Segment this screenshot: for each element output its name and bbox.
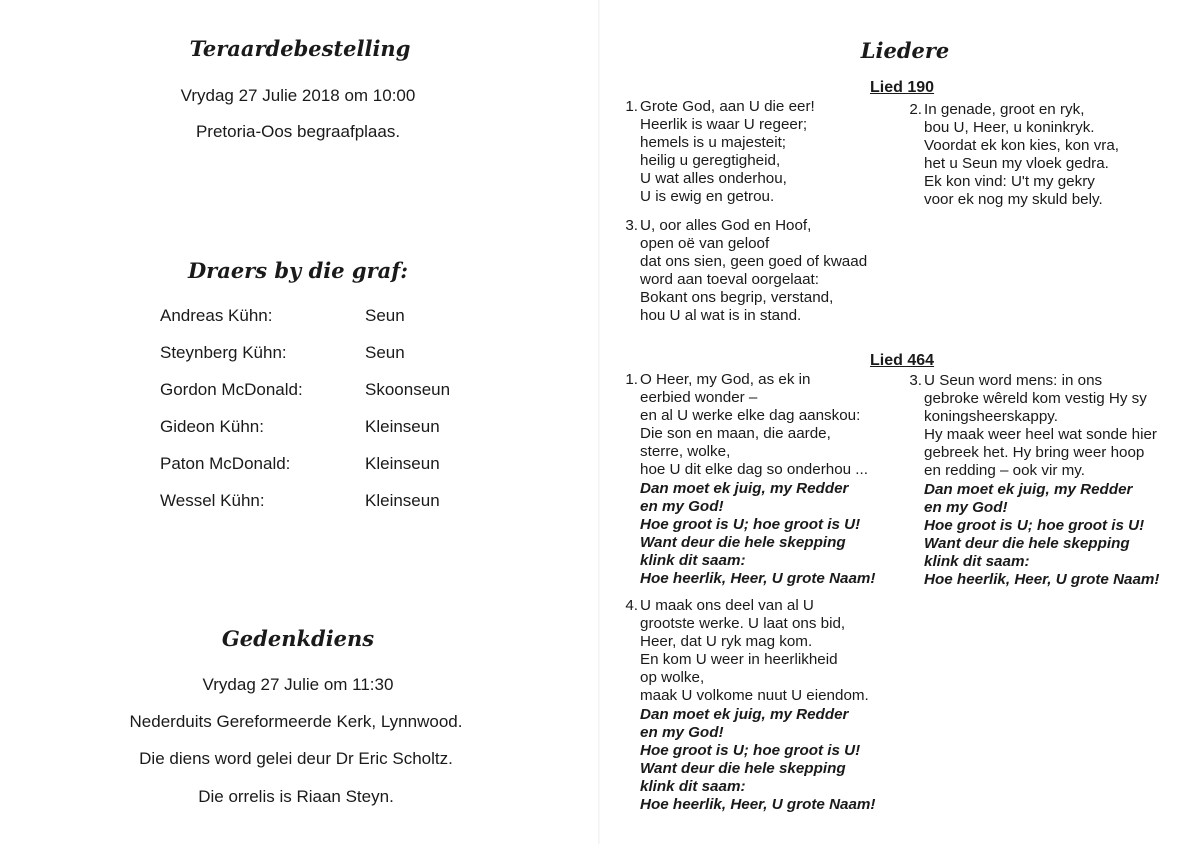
verse-line: op wolke, — [640, 669, 705, 687]
verse-line: U Seun word mens: in ons — [924, 372, 1103, 389]
verse-line: Ek kon vind: U't my gekry — [924, 173, 1095, 191]
verse-line: hemels is u majesteit; — [640, 134, 787, 152]
verse-line: open oë van geloof — [640, 235, 770, 253]
verse-number: 1. — [625, 98, 638, 115]
burial-date: Vrydag 27 Julie 2018 om 10:00 — [180, 86, 416, 105]
memorial-line: Die orrelis is Riaan Steyn. — [198, 787, 394, 806]
bearer-role: Kleinseun — [365, 417, 440, 436]
verse-number: 2. — [909, 101, 922, 118]
chorus-line: Hoe heerlik, Heer, U grote Naam! — [640, 570, 876, 588]
verse-line: gebreek het. Hy bring weer hoop — [924, 444, 1145, 462]
burial-place: Pretoria-Oos begraafplaas. — [195, 122, 401, 141]
bearer-role: Skoonseun — [365, 380, 451, 399]
songs-heading: Liedere — [860, 38, 950, 63]
verse-line: koningsheerskappy. — [924, 408, 1058, 426]
verse-line: O Heer, my God, as ek in — [640, 371, 811, 388]
chorus-line: Dan moet ek juig, my Redder — [924, 480, 1133, 498]
verse-number: 4. — [625, 597, 638, 614]
verse-line: hoe U dit elke dag so onderhou ... — [640, 461, 868, 479]
verse-line: In genade, groot en ryk, — [924, 101, 1085, 118]
lied-190-title: Lied 190 — [870, 79, 935, 96]
memorial-line: Vrydag 27 Julie om 11:30 — [202, 675, 394, 694]
verse-line: dat ons sien, geen goed of kwaad — [640, 253, 868, 271]
verse-line: en al U werke elke dag aanskou: — [640, 407, 861, 425]
memorial-line: Die diens word gelei deur Dr Eric Scholtz. — [139, 749, 453, 768]
lied-190-verse-1 — [622, 98, 815, 207]
bearer-name: Gordon McDonald: — [160, 380, 303, 399]
memorial-heading: Gedenkdiens — [221, 626, 375, 651]
verse-line: bou U, Heer, u koninkryk. — [924, 119, 1095, 137]
verse-line: maak U volkome nuut U eiendom. — [640, 687, 869, 705]
bearer-role: Seun — [365, 343, 405, 362]
verse-line: Heerlik is waar U regeer; — [640, 116, 808, 134]
verse-line: Voordat ek kon kies, kon vra, — [924, 137, 1120, 155]
chorus-line: Want deur die hele skepping — [640, 759, 846, 777]
bearer-name: Wessel Kühn: — [160, 491, 265, 510]
verse-line: hou U al wat is in stand. — [640, 307, 802, 325]
bearer-role: Kleinseun — [365, 454, 440, 473]
chorus-line: Hoe groot is U; hoe groot is U! — [640, 515, 861, 533]
chorus-line: en my God! — [640, 723, 724, 741]
lied-190-verse-2 — [906, 101, 1119, 210]
verse-number: 3. — [909, 372, 922, 389]
verse-line: gebroke wêreld kom vestig Hy sy — [924, 390, 1147, 408]
verse-line: Bokant ons begrip, verstand, — [640, 289, 834, 307]
verse-line: Heer, dat U ryk mag kom. — [640, 633, 813, 651]
verse-number: 3. — [625, 217, 638, 234]
verse-line: eerbied wonder – — [640, 389, 758, 407]
memorial-line: Nederduits Gereformeerde Kerk, Lynnwood. — [129, 712, 463, 731]
verse-line: voor ek nog my skuld bely. — [924, 191, 1103, 209]
page-fold — [598, 0, 600, 844]
chorus-line: Want deur die hele skepping — [640, 533, 846, 551]
chorus-line: en my God! — [924, 498, 1008, 516]
bearer-role: Seun — [365, 306, 405, 325]
chorus-line: Want deur die hele skepping — [924, 534, 1130, 552]
bearer-name: Andreas Kühn: — [160, 306, 273, 325]
chorus-line: Hoe groot is U; hoe groot is U! — [640, 741, 861, 759]
verse-line: heilig u geregtigheid, — [640, 152, 781, 170]
chorus-line: klink dit saam: — [924, 552, 1030, 570]
bearer-name: Steynberg Kühn: — [160, 343, 287, 362]
verse-line: U wat alles onderhou, — [640, 170, 787, 188]
bearer-name: Paton McDonald: — [160, 454, 291, 473]
verse-line: U, oor alles God en Hoof, — [640, 217, 812, 234]
verse-line: En kom U weer in heerlikheid — [640, 651, 838, 669]
bearers-heading: Draers by die graf: — [187, 258, 409, 283]
chorus-line: klink dit saam: — [640, 551, 746, 569]
lied-190-verse-3 — [622, 217, 867, 326]
chorus-line: Dan moet ek juig, my Redder — [640, 705, 849, 723]
burial-heading: Teraardebestelling — [189, 36, 411, 61]
lied-464-title: Lied 464 — [870, 352, 935, 369]
chorus-line: en my God! — [640, 497, 724, 515]
verse-line: Grote God, aan U die eer! — [640, 98, 815, 115]
verse-line: U maak ons deel van al U — [640, 597, 814, 614]
verse-line: Hy maak weer heel wat sonde hier — [924, 426, 1157, 444]
verse-number: 1. — [625, 371, 638, 388]
verse-line: het u Seun my vloek gedra. — [924, 155, 1109, 173]
lied-464-verse-3 — [906, 372, 1160, 589]
bearer-role: Kleinseun — [365, 491, 440, 510]
lied-464-verse-4 — [622, 597, 876, 814]
bearer-name: Gideon Kühn: — [160, 417, 264, 436]
chorus-line: Dan moet ek juig, my Redder — [640, 479, 849, 497]
verse-line: word aan toeval oorgelaat: — [640, 271, 819, 289]
chorus-line: Hoe heerlik, Heer, U grote Naam! — [924, 571, 1160, 589]
verse-line: en redding – ook vir my. — [924, 462, 1085, 480]
verse-line: grootste werke. U laat ons bid, — [640, 615, 846, 633]
chorus-line: Hoe heerlik, Heer, U grote Naam! — [640, 796, 876, 814]
chorus-line: klink dit saam: — [640, 777, 746, 795]
verse-line: Die son en maan, die aarde, — [640, 425, 831, 443]
verse-line: U is ewig en getrou. — [640, 188, 775, 206]
verse-line: sterre, wolke, — [640, 443, 731, 461]
chorus-line: Hoe groot is U; hoe groot is U! — [924, 516, 1145, 534]
lied-464-verse-1 — [622, 371, 876, 588]
